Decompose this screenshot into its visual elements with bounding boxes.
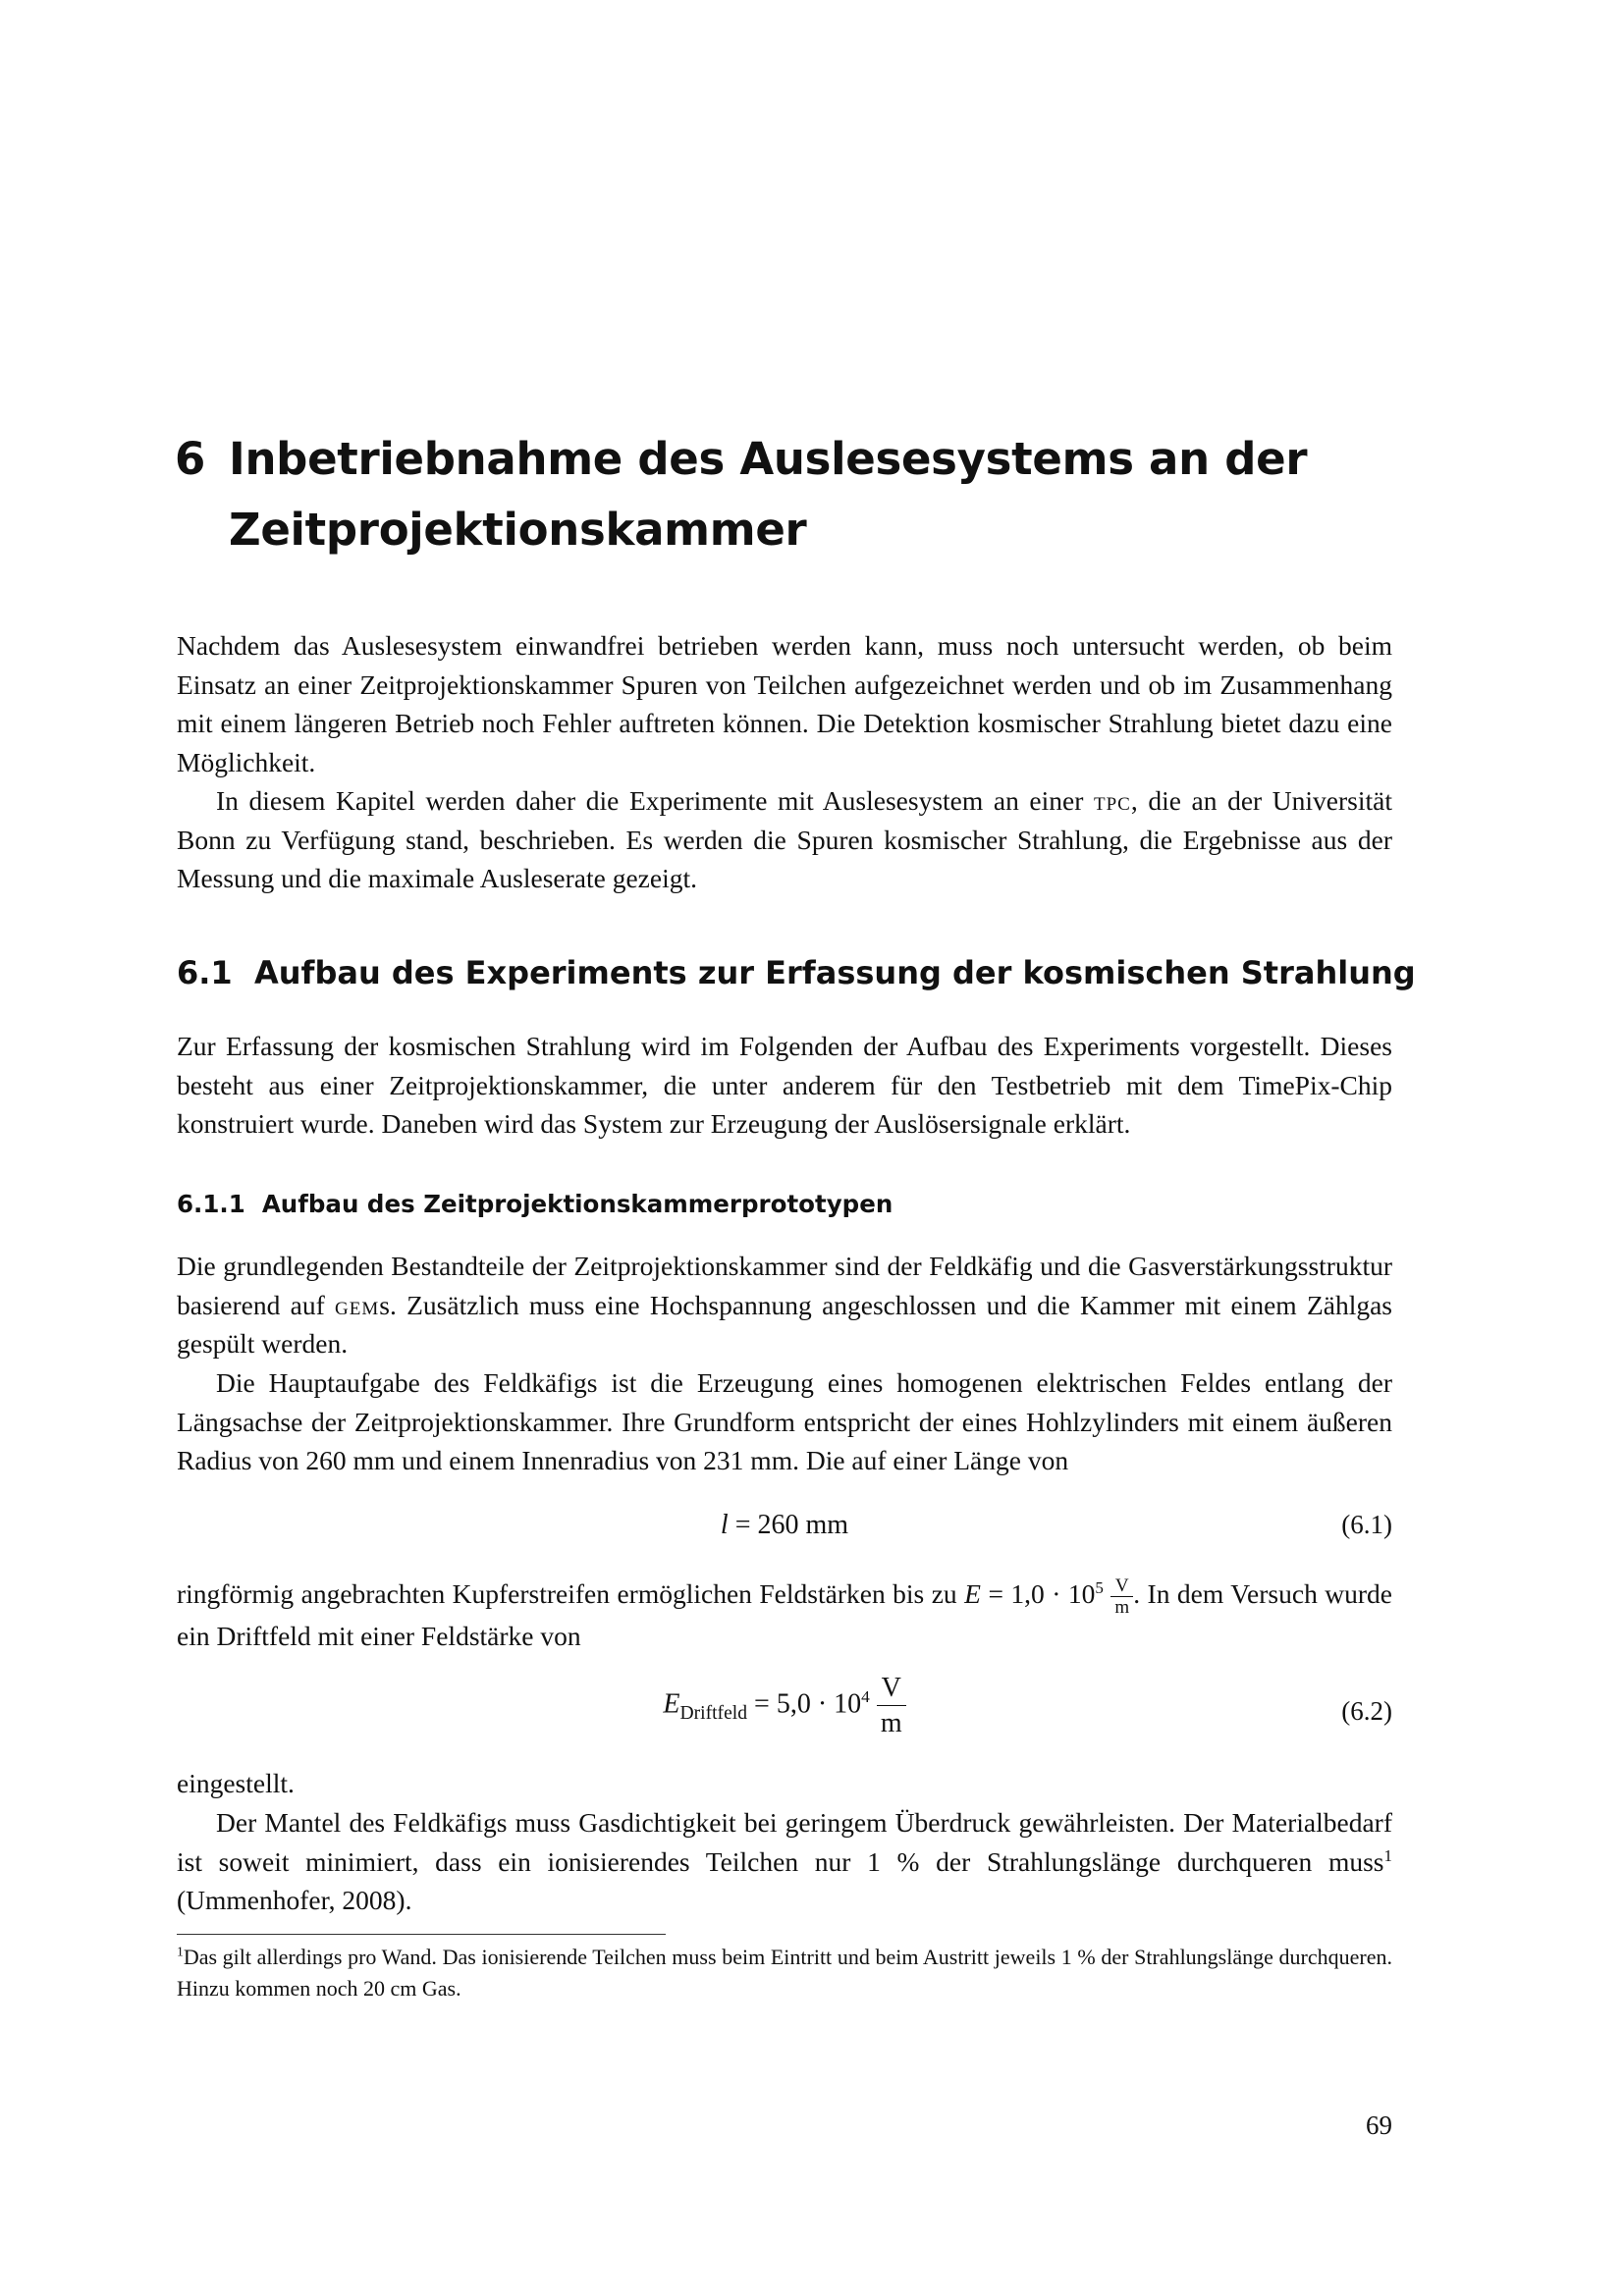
equation-6-1-number: (6.1) (1341, 1510, 1392, 1539)
intro-paragraph-2-end: , die an der Universität Bonn zu Verfügung stand, beschrieben. Es werden die Spuren kosmischer Strahlung, die Ergebnisse aus der Messung und die maximale Ausleserate gezeigt. (177, 785, 1393, 893)
equation-6-2-lhs: E (663, 1688, 680, 1720)
inline-math-fraction (1110, 1576, 1133, 1617)
page-number: 69 (1366, 2110, 1392, 2140)
section-6-1-heading (177, 954, 1416, 991)
equation-6-1-lhs: l (720, 1510, 729, 1540)
subsection-paragraph-1-start: Die grundlegenden Bestandteile der Zeitprojektionskammer sind der Feldkäfig und die Gasverstärkungsstruktur basierend auf (177, 1251, 1392, 1320)
equation-6-2-lhs-subscript: Driftfeld (679, 1703, 748, 1725)
inline-math-value: = 1,0 · 10 (980, 1578, 1096, 1609)
subsection-6-1-1-heading (177, 1190, 1394, 1218)
footnote-divider (177, 1934, 666, 1935)
equation-6-2-denominator: m (880, 1708, 902, 1738)
section-6-1-paragraph: Zur Erfassung der kosmischen Strahlung wird im Folgenden der Aufbau des Experiments vorgestellt. Dieses besteht aus einer Zeitprojektionskammer, die unter anderem für den Testbetrieb mit dem TimePix-Chip konstruiert wurde. Daneben wird das System zur Erzeugung der Auslösersignale erklärt. (177, 1031, 1392, 1139)
intro-paragraph-1: Nachdem das Auslesesystem einwandfrei betrieben werden kann, muss noch untersucht werden, ob beim Einsatz an einer Zeitprojektionskammer Spuren von Teilchen aufgezeichnet werden und ob im Zusammenhang mit einem längeren Betrieb noch Fehler auftreten können. Die Detektion kosmischer Strahlung bietet dazu eine Möglichkeit. (177, 630, 1392, 777)
equation-6-2-rhs: = 5,0 · 10 (754, 1688, 862, 1720)
subsection-paragraph-1-end: s. Zusätzlich muss eine Hochspannung angeschlossen und die Kammer mit einem Zählgas gespült werden. (177, 1289, 1392, 1359)
inline-fraction-numerator: V (1110, 1576, 1133, 1597)
equation-6-2-fraction (877, 1675, 906, 1737)
subsection-paragraph-5 (177, 1803, 1392, 1920)
intro-paragraph-2-start: In diesem Kapitel werden daher die Experimente mit Auslesesystem an einer (216, 785, 1094, 816)
subsection-paragraph-1 (177, 1247, 1392, 1363)
section-title: Aufbau des Experiments zur Erfassung der kosmischen Strahlung (253, 954, 1416, 991)
citation: (Ummenhofer, 2008). (177, 1885, 412, 1915)
subsection-paragraph-3-start: ringförmig angebrachten Kupferstreifen ermöglichen Feldstärken bis zu (177, 1578, 965, 1609)
subsection-paragraph-3-end: . In dem Versuch wurde ein Driftfeld mit einer Feldstärke von (177, 1578, 1393, 1652)
footnote (177, 1942, 1392, 2004)
abbr-tpc: tpc (1094, 785, 1131, 816)
abbr-gem: gem (335, 1289, 380, 1320)
equation-6-2-numerator: V (877, 1675, 906, 1706)
subsection-paragraph-2: Die Hauptaufgabe des Feldkäfigs ist die Erzeugung eines homogenen elektrischen Feldes entlang der Längsachse der Zeitprojektionskammer. Ihre Grundform entspricht der eines Hohlzylinders mit einem äußeren Radius von 260 mm und einem Innenradius von 231 mm. Die auf einer Länge von (177, 1367, 1392, 1475)
chapter-number: 6 (175, 433, 206, 485)
intro-paragraph-2 (177, 781, 1392, 898)
subsection-number: 6.1.1 (177, 1190, 245, 1218)
chapter-title-line-2: Zeitprojektionskammer (229, 504, 807, 556)
inline-fraction-denominator: m (1114, 1597, 1130, 1619)
footnote-text: Das gilt allerdings pro Wand. Das ionisierende Teilchen muss beim Eintritt und beim Austritt jeweils 1 % der Strahlungslänge durchqueren. Hinzu kommen noch 20 cm Gas. (177, 1945, 1392, 2001)
inline-math-exponent: 5 (1095, 1577, 1104, 1597)
chapter-title-line-1: Inbetriebnahme des Auslesesystems an der (229, 433, 1308, 485)
subsection-paragraph-5-text: Der Mantel des Feldkäfigs muss Gasdichtigkeit bei geringem Überdruck gewährleisten. Der Materialbedarf ist soweit minimiert, dass ein ionisierendes Teilchen nur 1 % der Strahlungslänge durchqueren muss (177, 1807, 1392, 1877)
subsection-paragraph-3 (177, 1575, 1392, 1656)
inline-math-e: E (964, 1578, 981, 1609)
equation-6-1-body (177, 1510, 1392, 1541)
equation-6-2-body (177, 1675, 1392, 1737)
subsection-paragraph-4: eingestellt. (177, 1768, 295, 1798)
equation-6-2-exponent: 4 (861, 1687, 870, 1707)
section-number: 6.1 (177, 954, 233, 991)
subsection-title: Aufbau des Zeitprojektionskammerprototypen (261, 1190, 893, 1218)
equation-6-1-rhs: = 260 mm (734, 1510, 849, 1540)
footnote-mark: 1 (177, 1944, 184, 1959)
equation-6-2 (177, 1675, 1392, 1753)
footnote-reference: 1 (1383, 1845, 1392, 1865)
equation-6-2-number: (6.2) (1341, 1696, 1392, 1726)
